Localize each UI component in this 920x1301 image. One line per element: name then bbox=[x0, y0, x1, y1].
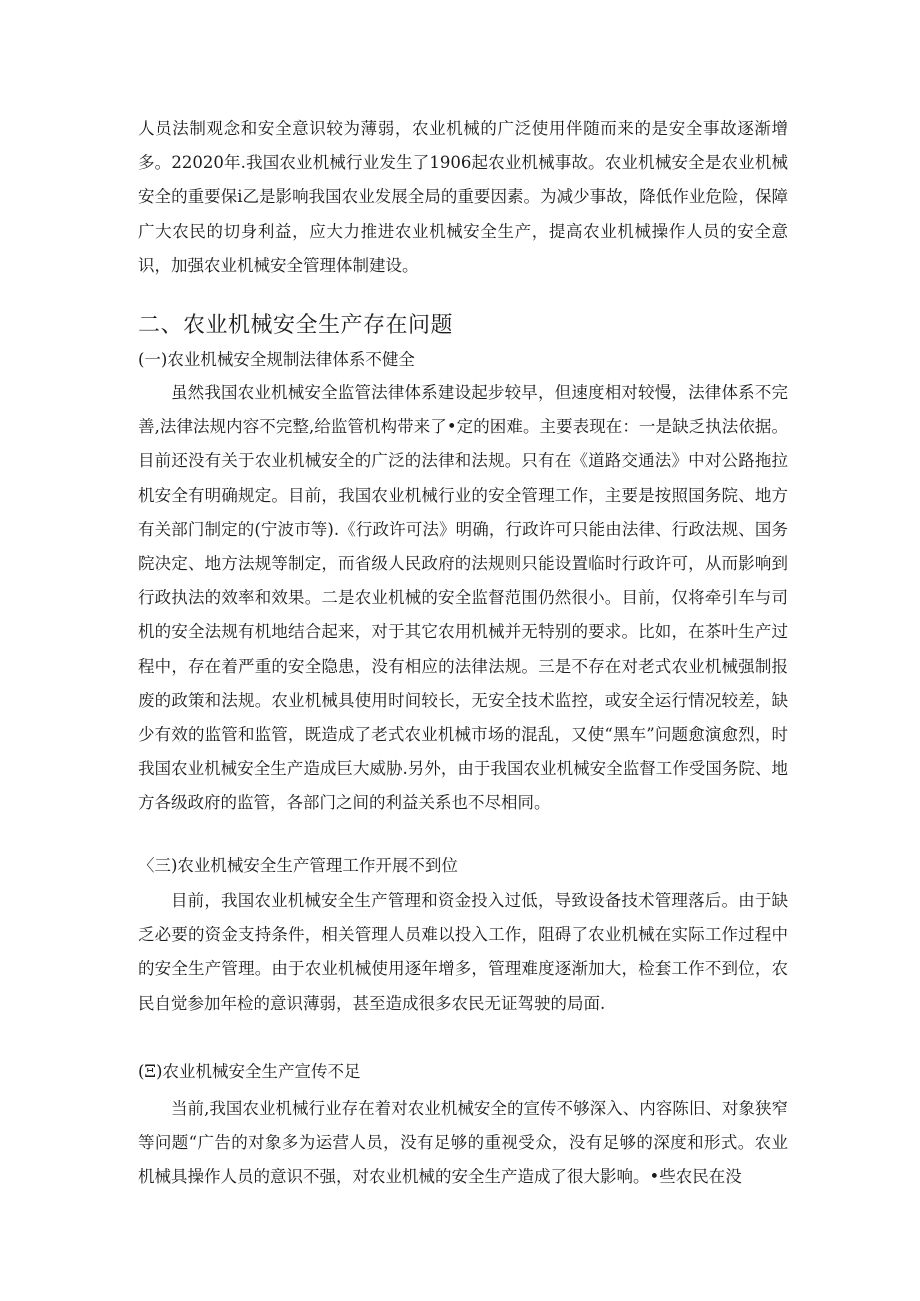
intro-paragraph: 人员法制观念和安全意识较为薄弱，农业机械的广泛使用伴随而来的是安全事故逐渐增多。22020年.我国农业机械行业发生了1906起农业机械事故。农业机械安全是农业机械安全的重要保i乙是影响我国农业发展全局的重要因素。为减少事故，降低作业危险，保障广大农民的切身利益，应大力推进农业机械安全生产，提高农业机械操作人员的安全意识，加强农业机械安全管理体制建设。 bbox=[138, 119, 788, 275]
subsection-2-title: 〈三)农业机械安全生产管理工作开展不到位 bbox=[138, 856, 458, 875]
subsection-3-title: (Ξ)农业机械安全生产宣传不足 bbox=[138, 1062, 361, 1081]
subsection-2-body: 目前，我国农业机械安全生产管理和资金投入过低，导致设备技术管理落后。由于缺乏必要的资金支持条件，相关管理人员难以投入工作，阻碍了农业机械在实际工作过程中的安全生产管理。由于农业机械使用逐年增多，管理难度逐渐加大，检套工作不到位，农民自觉参加年检的意识薄弱，甚至造成很多农民无证驾驶的局面. bbox=[138, 891, 788, 1013]
section-heading: 二、农业机械安全生产存在问题 bbox=[138, 313, 454, 338]
subsection-3-body: 当前,我国农业机械行业存在着对农业机械安全的宣传不够深入、内容陈旧、对象狭窄等问题“广告的对象多为运营人员，没有足够的重视受众，没有足够的深度和形式。农业机械具操作人员的意识不强，对农业机械的安全生产造成了很大影响。•些农民在没 bbox=[138, 1099, 788, 1187]
subsection-1-title: (一)农业机械安全规制法律体系不健全 bbox=[138, 350, 415, 369]
subsection-1-body: 虽然我国农业机械安全监管法律体系建设起步较早，但速度相对较慢，法律体系不完善,法律法规内容不完整,给监管机构带来了•定的困难。主要表现在：一是缺乏执法依据。目前还没有关于农业机械安全的广泛的法律和法规。只有在《道路交通法》中对公路拖拉机安全有明确规定。目前，我国农业机械行业的安全管理工作，主要是按照国务院、地方有关部门制定的(宁波市等).《行政许可法》明确，行政许可只能由法律、行政法规、国务院决定、地方法规等制定，而省级人民政府的法规则只能设置临时行政许可，从而影响到行政执法的效率和效果。二是农业机械的安全监督范围仍然很小。目前，仅将牵引车与司机的安全法规有机地结合起来，对于其它农用机械并无特别的要求。比如，在茶叶生产过程中，存在着严重的安全隐患，没有相应的法律法规。三是不存在对老式农业机械强制报废的政策和法规。农业机械具使用时间较长，无安全技术监控，或安全运行情况较差，缺少有效的监管和监管，既造成了老式农业机械市场的混乱，又使“黑车”问题愈演愈烈，时我国农业机械安全生产造成巨大威胁.另外，由于我国农业机械安全监督工作受国务院、地方各级政府的监管，各部门之间的利益关系也不尽相同。 bbox=[138, 383, 788, 813]
